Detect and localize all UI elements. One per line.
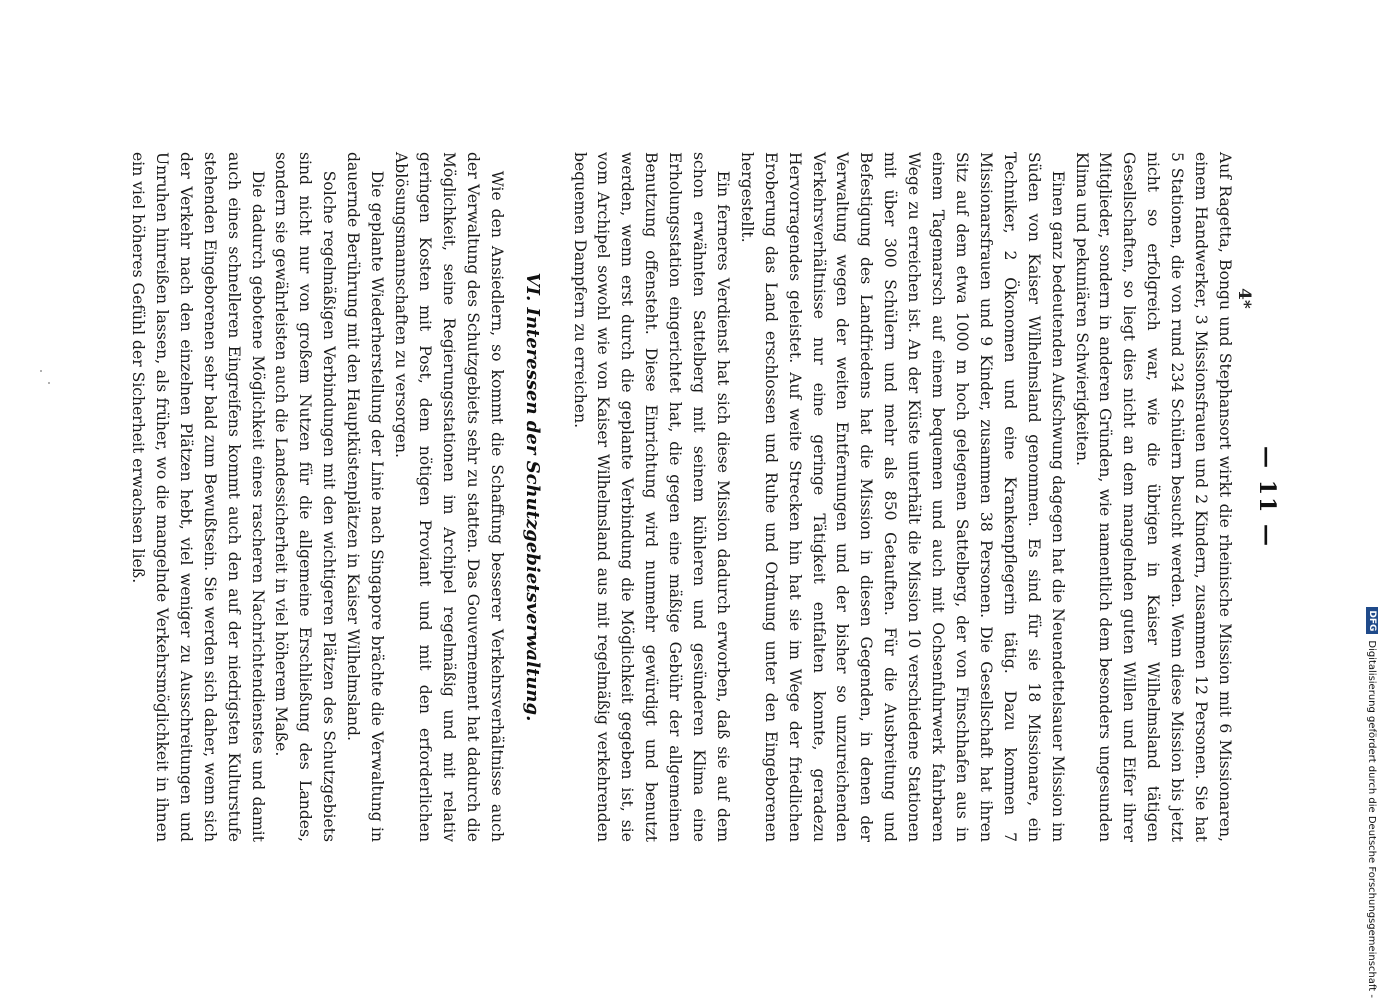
- digitization-credit: [1362, 8, 1383, 998]
- credit-line: [1360, 8, 1383, 998]
- paragraph: Wie den Ansiedlern, so kommt die Schaffung besserer Verkehrsverhältnisse auch der Verwaltung des Schutzgebiets sehr zu statten. Das Gouvernement hat dadurch die Möglichkeit, seine Regierungsstationen im Archipel regelmäßig und mit relativ geringen Kosten mit Post, dem nötigen Proviant und mit den erforderlichen Ablösungsmannschaften zu versorgen.: [392, 152, 506, 842]
- paragraph: Die dadurch gebotene Möglichkeit eines rascheren Nachrichtendienstes und damit auch eines schnelleren Eingreifens kommt auch den auf der niedrigsten Kulturstufe stehenden Eingeborenen sehr bald zum Bewußtsein. Sie werden sich daher, wenn sich der Verkehr nach den einzelnen Plätzen hebt, viel weniger zu Ausschreitungen und Unruhen hinreißen lassen, als früher, wo die mangelnde Verkehrsmöglichkeit in ihnen ein viel höheres Gefühl der Sicherheit erwachsen ließ.: [129, 152, 267, 842]
- section-heading: VI. Interessen der Schutzgebietsverwaltung.: [521, 272, 543, 722]
- credit-text: Digitalisierung gefördert durch die Deutsche Forschungsgemeinschaft -: [1366, 640, 1378, 998]
- paragraph: Einen ganz bedeutenden Aufschwung dagegen hat die Neuendettelsauer Mission im Süden von Kaiser Wilhelmsland genommen. Es sind für sie 18 Missionare, ein Techniker, 2 Ökonomen und eine Krankenpflegerin tätig. Dazu kommen 7 Missionarsfrauen und 9 Kinder, zusammen 38 Personen. Die Gesellschaft hat ihren Sitz auf dem etwa 1000 m hoch gelegenen Sattelberg, der von Finschhafen aus in einem Tagemarsch auf einem bequemen und auch mit Ochsenfuhrwerk fahrbaren Wege zu erreichen ist. An der Küste unterhält die Mission 10 verschiedene Stationen mit über 300 Schülern und mehr als 850 Getauften. Für die Ausbreitung und Befestigung des Landfriedens hat die Mission in diesen Gegenden, in denen der Verwaltung wegen der weiten Entfernungen und der bisher so unzureichenden Verkehrsverhältnisse nur eine geringe Tätigkeit entfalten konnte, geradezu Hervorragendes geleistet. Auf weite Strecken hin hat sie im Wege der friedlichen Eroberung das Land erschlossen und Ruhe und Ordnung unter den Eingeborenen hergestellt.: [737, 152, 1067, 842]
- paragraph: Die geplante Wiederherstellung der Linie nach Singapore brächte die Verwaltung in dauernde Berührung mit den Hauptküstenplätzen in Kaiser Wilhelmsland.: [344, 152, 387, 842]
- rotated-text-block: [129, 152, 1280, 842]
- paragraph: Ein ferneres Verdienst hat sich diese Mission dadurch erworben, daß sie auf dem schon erwähnten Sattelberg mit seinem kühleren und gesünderen Klima eine Erholungsstation eingerichtet hat, die gegen eine mäßige Gebühr der allgemeinen Benutzung offensteht. Diese Einrichtung wird nunmehr gewürdigt und benutzt werden, wenn erst durch die geplante Verbindung die Möglichkeit gegeben ist, sie vom Archipel sowohl wie von Kaiser Wilhelmsland aus mit regelmäßig verkehrenden bequemen Dampfern zu erreichen.: [570, 152, 732, 842]
- signature-mark: 4*: [1234, 288, 1254, 309]
- dfg-logo: DFG: [1366, 607, 1378, 634]
- scan-speck: [48, 382, 50, 384]
- paragraph: Auf Ragetta, Bongu und Stephansort wirkt die rheinische Mission mit 6 Missionaren, einem Handwerker, 3 Missionsfrauen und 2 Kindern, zusammen 12 Personen. Sie hat 5 Stationen, die von rund 234 Schülern besucht werden. Wenn diese Mission bis jetzt nicht so erfolgreich war, wie die übrigen in Kaiser Wilhelmsland tätigen Gesellschaften, so liegt dies nicht an dem mangelnden guten Willen und Eifer ihrer Mitglieder, sondern in anderen Gründen, wie namentlich dem besonders ungesunden Klima und pekuniären Schwierigkeiten.: [1072, 152, 1234, 842]
- scan-speck: [40, 370, 42, 372]
- paragraph: Solche regelmäßigen Verbindungen mit den wichtigeren Plätzen des Schutzgebiets sind nicht nur von großem Nutzen für die allgemeine Erschließung des Landes, sondern sie gewährleisten auch die Landessicherheit in viel höherem Maße.: [272, 152, 339, 842]
- page-number: — 11 —: [1254, 446, 1280, 548]
- page-body: [125, 152, 1280, 842]
